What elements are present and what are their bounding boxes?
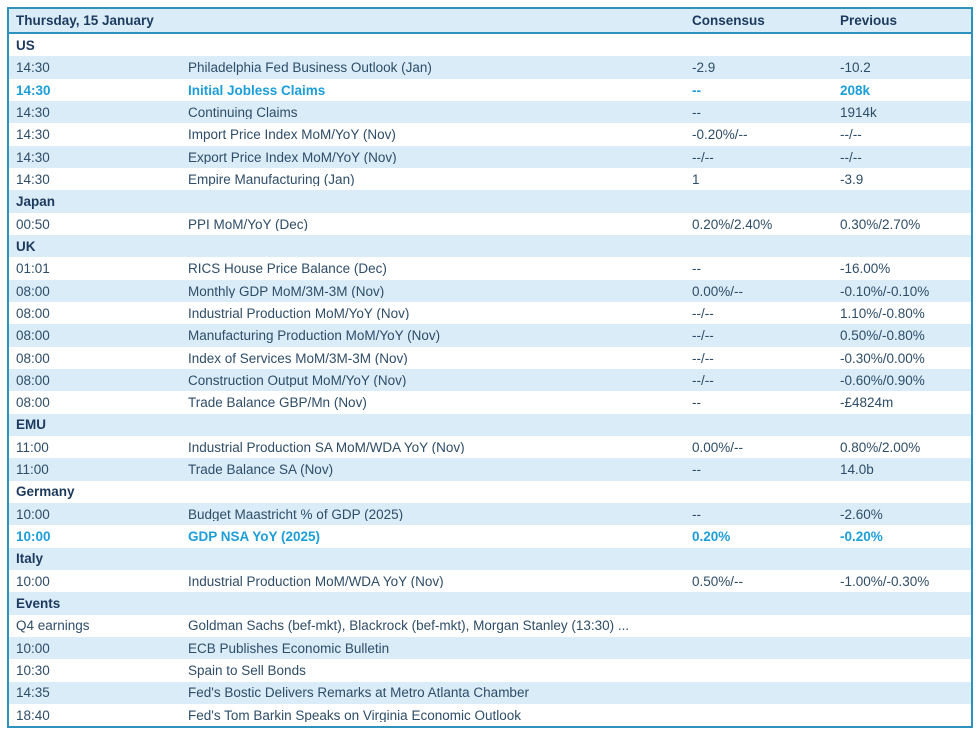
event-cell: Trade Balance GBP/Mn (Nov) [188,395,367,410]
time-cell: 10:00 [16,573,50,589]
event-row [9,436,971,458]
previous-cell: 0.30%/2.70% [840,216,921,232]
event-row [9,682,971,704]
previous-cell [840,692,971,693]
previous-cell [840,715,971,716]
previous-cell: 0.50%/-0.80% [840,328,925,343]
consensus-cell: --/-- [692,305,714,321]
event-cell: RICS House Price Balance (Dec) [188,261,387,276]
previous-cell: -£4824m [840,395,894,410]
previous-cell: -0.20% [840,529,883,544]
event-cell: Fed's Tom Barkin Speaks on Virginia Economic Outlook [188,707,521,723]
event-row [9,659,971,681]
consensus-cell [692,692,840,693]
event-cell: Monthly GDP MoM/3M-3M (Nov) [188,283,385,299]
previous-cell [840,625,971,626]
consensus-cell: --/-- [692,149,714,165]
time-cell: 11:00 [16,462,49,477]
event-row [9,302,971,324]
event-cell: Spain to Sell Bonds [188,663,306,678]
time-cell: 10:30 [16,663,50,678]
time-cell: 14:30 [16,82,51,98]
calendar-date-title: Thursday, 15 January [16,13,154,28]
consensus-cell: 0.20%/2.40% [692,216,773,232]
previous-cell: -3.9 [840,171,864,187]
time-cell: 14:30 [16,149,50,165]
consensus-cell [692,670,840,671]
event-row [9,146,971,168]
event-row [9,101,971,123]
section-header-row [9,481,971,503]
event-cell: Construction Output MoM/YoY (Nov) [188,372,407,388]
previous-cell: --/-- [840,149,862,165]
event-row [9,79,971,101]
previous-column-header: Previous [840,13,898,28]
consensus-cell: --/-- [692,372,714,388]
previous-cell: -10.2 [840,60,871,75]
section-header-row [9,414,971,436]
time-cell: Q4 earnings [16,618,90,633]
section-name: UK [16,238,36,254]
event-row [9,704,971,726]
event-row [9,369,971,391]
section-name: Italy [16,551,44,566]
event-cell: Manufacturing Production MoM/YoY (Nov) [188,328,441,343]
section-name: EMU [16,417,46,432]
event-row [9,213,971,235]
section-name: Events [16,596,61,611]
time-cell: 10:00 [16,529,51,544]
section-name: Germany [16,484,75,499]
previous-cell: -16.00% [840,261,891,276]
event-row [9,525,971,547]
event-cell: Industrial Production MoM/YoY (Nov) [188,305,410,321]
event-cell: Fed's Bostic Delivers Remarks at Metro Atlanta Chamber [188,685,529,700]
consensus-cell: --/-- [692,350,714,365]
consensus-cell: 1 [692,171,700,187]
event-cell: Industrial Production SA MoM/WDA YoY (Nov) [188,439,465,455]
time-cell: 08:00 [16,328,50,343]
consensus-cell: 0.50%/-- [692,573,744,589]
previous-cell: 1.10%/-0.80% [840,305,925,321]
time-cell: 14:30 [16,60,50,75]
previous-cell: -0.10%/-0.10% [840,283,930,299]
previous-cell: -1.00%/-0.30% [840,573,930,589]
time-cell: 01:01 [16,261,50,276]
event-row [9,615,971,637]
event-cell: Initial Jobless Claims [188,82,326,98]
section-header-row [9,548,971,570]
event-cell: ECB Publishes Economic Bulletin [188,640,390,656]
consensus-cell: 0.20% [692,529,731,544]
event-cell: Philadelphia Fed Business Outlook (Jan) [188,60,432,75]
time-cell: 10:00 [16,506,50,522]
consensus-cell [692,648,840,649]
event-row [9,503,971,525]
previous-cell: --/-- [840,127,862,142]
time-cell: 14:30 [16,127,50,142]
section-name: US [16,37,35,53]
event-row [9,458,971,480]
event-row [9,168,971,190]
event-cell: Import Price Index MoM/YoY (Nov) [188,127,396,142]
time-cell: 10:00 [16,640,50,656]
time-cell: 11:00 [16,439,49,455]
calendar-header-row [9,9,971,34]
consensus-cell [692,715,840,716]
event-cell: Industrial Production MoM/WDA YoY (Nov) [188,573,444,589]
event-cell: Empire Manufacturing (Jan) [188,171,355,187]
time-cell: 08:00 [16,305,50,321]
section-header-row [9,235,971,257]
event-row [9,123,971,145]
section-header-row [9,592,971,614]
consensus-cell: -- [692,261,701,276]
consensus-cell: -- [692,104,701,120]
previous-cell: 14.0b [840,462,874,477]
consensus-cell [692,625,840,626]
event-cell: GDP NSA YoY (2025) [188,529,321,544]
event-cell: PPI MoM/YoY (Dec) [188,216,309,232]
event-cell: Index of Services MoM/3M-3M (Nov) [188,350,408,365]
rows-container [9,34,971,726]
section-header-row [9,34,971,56]
time-cell: 18:40 [16,707,50,723]
previous-cell [840,648,971,649]
event-row [9,324,971,346]
consensus-cell: -- [692,395,701,410]
event-cell: Goldman Sachs (bef-mkt), Blackrock (bef-mkt), Morgan Stanley (13:30) ... [188,618,630,633]
time-cell: 00:50 [16,216,50,232]
event-row [9,391,971,413]
time-cell: 08:00 [16,350,50,365]
event-cell: Continuing Claims [188,104,298,120]
consensus-cell: -- [692,82,701,98]
previous-cell [840,670,971,671]
consensus-cell: 0.00%/-- [692,283,744,299]
consensus-cell: -0.20%/-- [692,127,748,142]
consensus-cell: -2.9 [692,60,716,75]
previous-cell: -0.60%/0.90% [840,372,925,388]
event-row [9,637,971,659]
time-cell: 08:00 [16,395,50,410]
previous-cell: -2.60% [840,506,883,522]
consensus-cell: 0.00%/-- [692,439,744,455]
event-row [9,570,971,592]
event-cell: Budget Maastricht % of GDP (2025) [188,506,404,522]
time-cell: 14:35 [16,685,50,700]
previous-cell: 0.80%/2.00% [840,439,921,455]
section-header-row [9,190,971,212]
section-name: Japan [16,194,56,209]
event-cell: Trade Balance SA (Nov) [188,462,334,477]
time-cell: 08:00 [16,372,50,388]
previous-cell: 1914k [840,104,877,120]
event-row [9,347,971,369]
time-cell: 14:30 [16,171,50,187]
event-cell: Export Price Index MoM/YoY (Nov) [188,149,397,165]
consensus-cell: -- [692,462,701,477]
previous-cell: 208k [840,82,871,98]
previous-cell: -0.30%/0.00% [840,350,925,365]
event-row [9,56,971,78]
economic-calendar-table [7,7,973,728]
event-row [9,280,971,302]
consensus-column-header: Consensus [692,13,765,28]
consensus-cell: --/-- [692,328,714,343]
time-cell: 14:30 [16,104,50,120]
event-row [9,257,971,279]
consensus-cell: -- [692,506,701,522]
time-cell: 08:00 [16,283,50,299]
